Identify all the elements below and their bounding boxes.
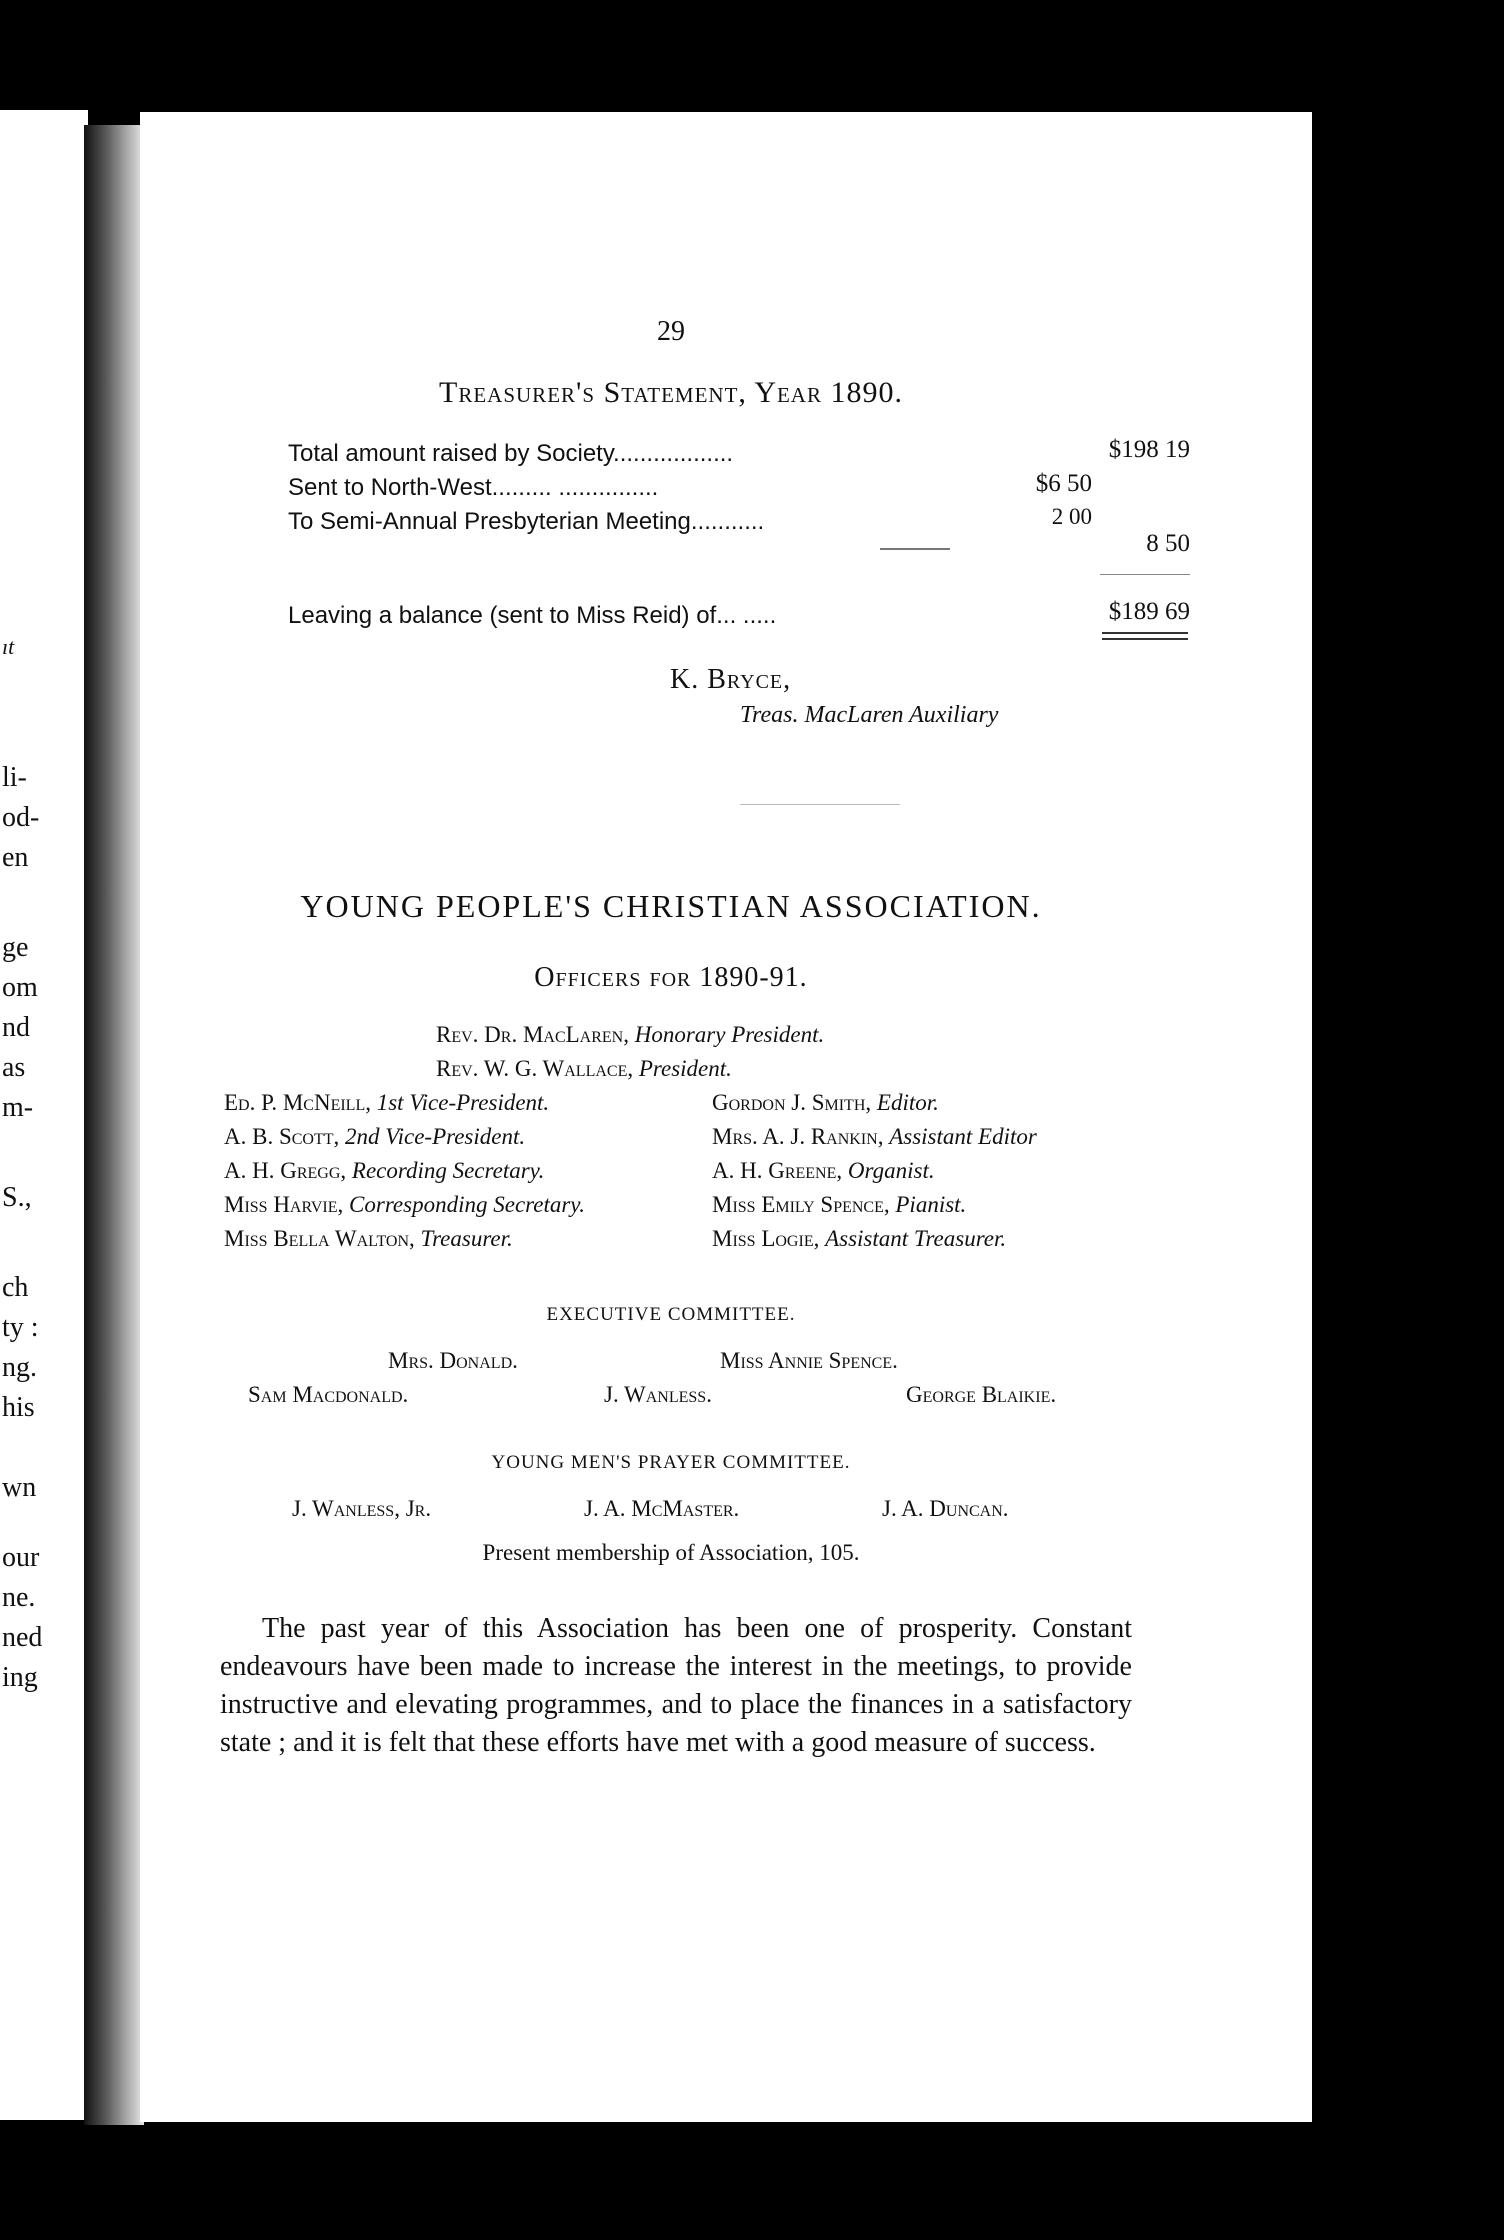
committee-member: Miss Annie Spence.	[720, 1348, 898, 1373]
margin-fragment: our	[2, 1542, 40, 1573]
officer-name: Miss Logie,	[712, 1226, 820, 1251]
committee-member: J. A. Duncan.	[882, 1496, 1009, 1521]
page-number: 29	[657, 316, 685, 347]
subtotal-amount: 8 50	[1146, 530, 1190, 557]
margin-fragment: ch	[2, 1272, 29, 1303]
margin-fragment: ge	[2, 932, 29, 963]
statement-row-amount: $198 19	[1108, 436, 1190, 463]
officer-entry	[224, 1090, 549, 1116]
officer-name: Gordon J. Smith,	[712, 1090, 872, 1115]
committee-member: J. Wanless.	[604, 1382, 712, 1407]
margin-fragment: wn	[2, 1472, 37, 1503]
officer-entry	[224, 1192, 585, 1218]
margin-fragment: om	[2, 972, 38, 1003]
officer-entry	[224, 1124, 525, 1150]
officer-entry	[712, 1124, 1037, 1150]
margin-fragment: en	[2, 842, 29, 873]
treasurer-title: Treas. MacLaren Auxiliary	[740, 702, 999, 728]
margin-fragment: S.,	[2, 1182, 32, 1213]
margin-fragment: ng.	[2, 1352, 37, 1383]
margin-fragment: ing	[2, 1662, 38, 1693]
balance-double-rule	[1102, 638, 1188, 640]
treasurer-signature: K. Bryce,	[670, 664, 792, 695]
statement-row-label: To Semi-Annual Presbyterian Meeting...........	[288, 508, 765, 535]
margin-fragment: his	[2, 1392, 35, 1423]
statement-row-label: Sent to North-West......... ...............	[288, 474, 659, 501]
association-title: YOUNG PEOPLE'S CHRISTIAN ASSOCIATION.	[300, 888, 1042, 924]
officer-role: Treasurer.	[420, 1226, 513, 1251]
committee-member: J. Wanless, Jr.	[292, 1496, 432, 1521]
book-gutter-shadow	[84, 125, 144, 2125]
committee-member: George Blaikie.	[906, 1382, 1057, 1407]
officer-entry	[712, 1090, 939, 1116]
balance-label: Leaving a balance (sent to Miss Reid) of... .....	[288, 602, 777, 629]
officer-name: Miss Bella Walton,	[224, 1226, 415, 1251]
officer-name: Miss Harvie,	[224, 1192, 344, 1217]
officer-entry	[712, 1226, 1006, 1252]
prayer-committee-heading: YOUNG MEN'S PRAYER COMMITTEE.	[491, 1452, 851, 1473]
officer-role: President.	[638, 1056, 732, 1081]
officer-entry	[436, 1022, 824, 1048]
subtotal-rule	[880, 548, 950, 550]
officer-role: Recording Secretary.	[351, 1158, 545, 1183]
statement-row-subamount: 2 00	[1051, 504, 1092, 529]
margin-fragment: m-	[2, 1092, 34, 1123]
officer-name: Rev. W. G. Wallace,	[436, 1056, 634, 1081]
balance-amount: $189 69	[1108, 598, 1190, 625]
balance-double-rule	[1102, 632, 1188, 634]
officer-name: A. H. Greene,	[712, 1158, 843, 1183]
executive-committee-heading: EXECUTIVE COMMITTEE.	[546, 1304, 796, 1325]
officer-role: Corresponding Secretary.	[349, 1192, 585, 1217]
margin-fragment: ned	[2, 1622, 43, 1653]
total-rule	[1100, 574, 1190, 575]
margin-fragment: li-	[2, 762, 27, 793]
officer-name: Rev. Dr. MacLaren,	[436, 1022, 629, 1047]
officer-entry	[436, 1056, 732, 1082]
section-divider	[740, 804, 900, 805]
margin-fragment: ty :	[2, 1312, 39, 1343]
officer-role: 1st Vice-President.	[376, 1090, 550, 1115]
committee-member: Sam Macdonald.	[248, 1382, 409, 1407]
margin-fragment: ne.	[2, 1582, 36, 1613]
body-paragraph-text: The past year of this Association has been one of prosperity. Constant endeavours have been made to increase the interest in the meetings, to provide instructive and elevating programmes, and to place the finances in a satisfactory state ; and it is felt that these efforts have met with a good measure of success.	[220, 1613, 1132, 1758]
committee-member: J. A. McMaster.	[584, 1496, 740, 1521]
officer-name: Mrs. A. J. Rankin,	[712, 1124, 884, 1149]
officer-role: Editor.	[876, 1090, 939, 1115]
officer-role: Honorary President.	[634, 1022, 825, 1047]
officers-heading: Officers for 1890-91.	[534, 962, 808, 993]
officer-role: 2nd Vice-President.	[345, 1124, 526, 1149]
officer-role: Pianist.	[895, 1192, 967, 1217]
officer-name: A. H. Gregg,	[224, 1158, 347, 1183]
membership-note: Present membership of Association, 105.	[482, 1540, 860, 1565]
margin-fragment: as	[2, 1052, 26, 1083]
officer-name: Miss Emily Spence,	[712, 1192, 890, 1217]
statement-row-label: Total amount raised by Society..................	[288, 440, 734, 467]
margin-fragment: ıt	[2, 634, 15, 659]
margin-fragment: od-	[2, 802, 40, 833]
margin-fragment: nd	[2, 1012, 30, 1043]
officer-entry	[712, 1158, 935, 1184]
statement-row-subamount: $6 50	[1035, 470, 1092, 497]
officer-role: Organist.	[847, 1158, 935, 1183]
treasurer-statement-heading: Treasurer's Statement, Year 1890.	[439, 376, 903, 409]
facing-page	[0, 110, 88, 2120]
body-paragraph	[220, 1610, 1132, 1762]
book-page	[140, 112, 1312, 2122]
officer-entry	[712, 1192, 966, 1218]
officer-entry	[224, 1226, 513, 1252]
officer-name: A. B. Scott,	[224, 1124, 340, 1149]
officer-role: Assistant Editor	[889, 1124, 1037, 1149]
officer-entry	[224, 1158, 544, 1184]
committee-member: Mrs. Donald.	[388, 1348, 518, 1373]
officer-role: Assistant Treasurer.	[825, 1226, 1007, 1251]
officer-name: Ed. P. McNeill,	[224, 1090, 371, 1115]
